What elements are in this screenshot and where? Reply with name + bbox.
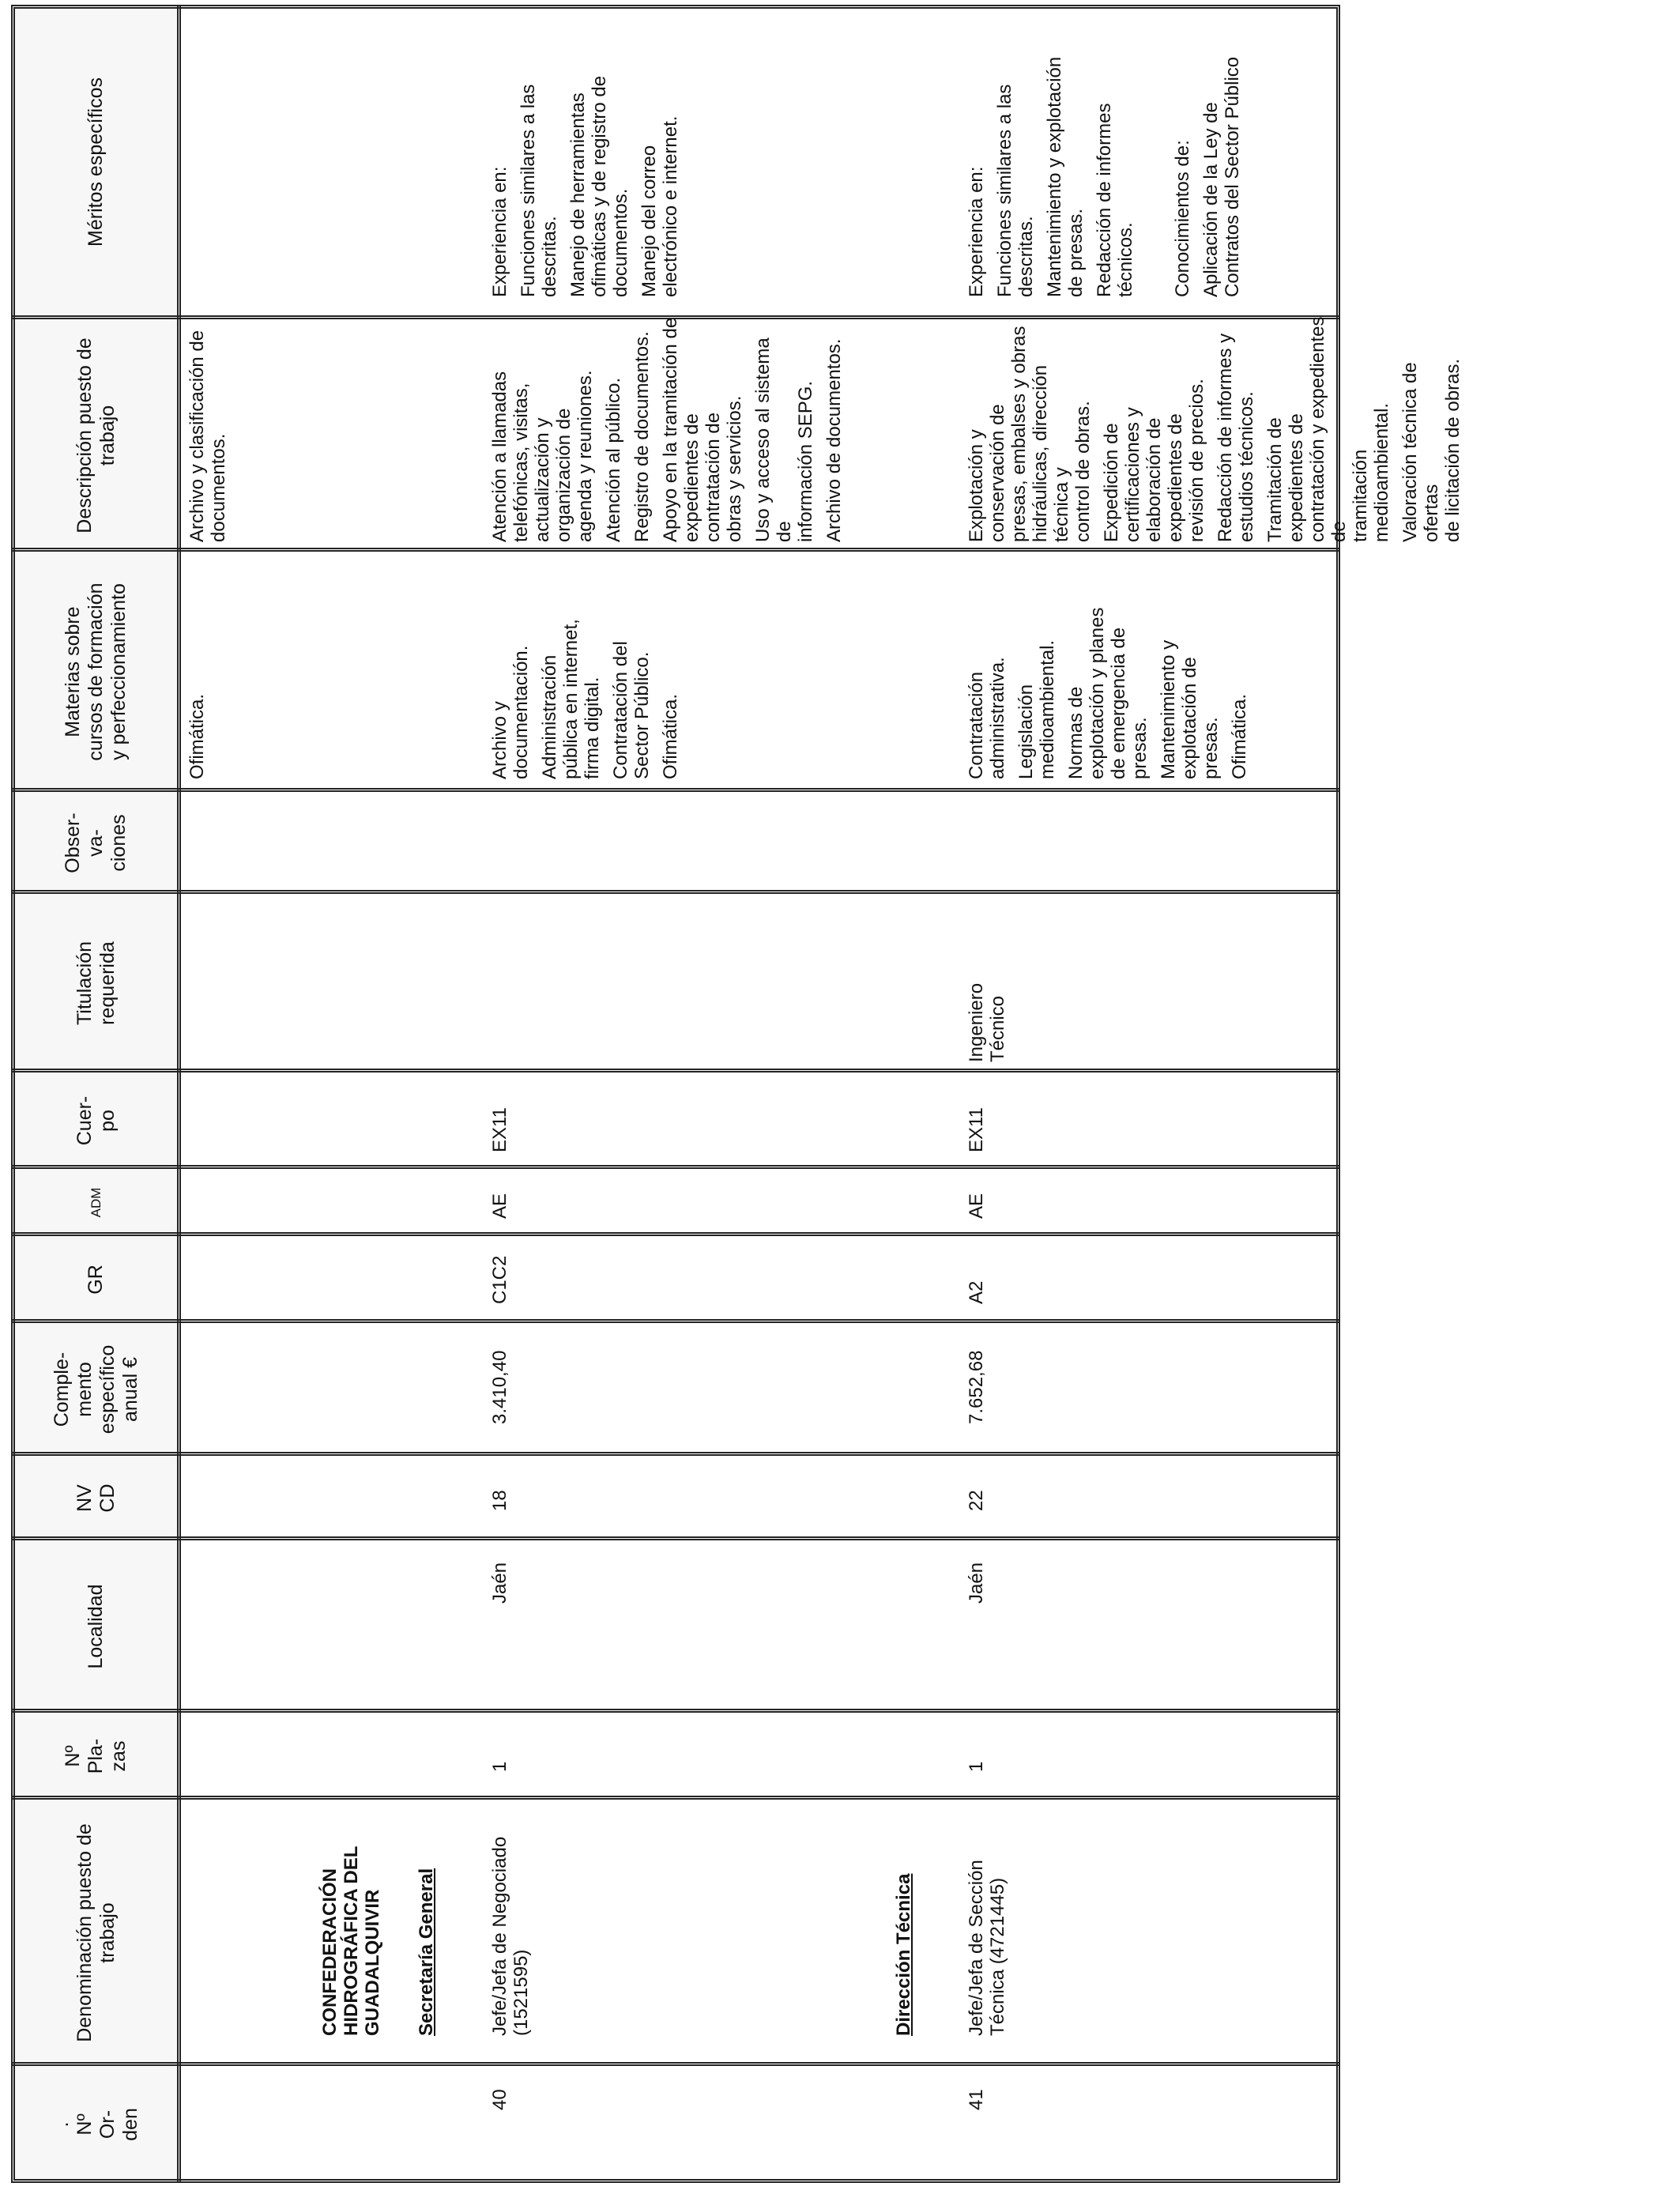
header-cuerpo: Cuer- po	[73, 1095, 119, 1146]
list-line: descritas.	[1015, 216, 1037, 297]
row-40-localidad: Jaén	[489, 1562, 510, 1604]
list-line: Expedición de certificaciones y	[1101, 407, 1143, 542]
header-materias: Materias sobre cursos de formación y perfeccionamiento	[62, 582, 130, 761]
col-divider	[11, 788, 1340, 792]
list-line: documentación.	[510, 645, 532, 779]
list-paragraph	[1264, 313, 1392, 542]
row-41-complemento: 7.652,68	[966, 1350, 987, 1424]
header-localidad: Localidad	[85, 1584, 107, 1669]
row-41-plazas: 1	[966, 1761, 987, 1772]
row-40-adm: AE	[489, 1193, 510, 1219]
list-line: pública en internet,	[560, 619, 582, 779]
list-line: tramitación medioambiental.	[1350, 402, 1392, 542]
row-40-nivel: 18	[489, 1490, 510, 1511]
list-line: Conocimientos de:	[1172, 140, 1193, 297]
list-paragraph	[1215, 313, 1257, 542]
col-divider	[11, 1452, 1340, 1456]
list-line: firma digital.	[582, 677, 603, 779]
list-paragraph	[603, 313, 624, 542]
list-line	[1143, 13, 1165, 297]
header-nivel: NV CD	[73, 1483, 119, 1513]
list-line: descritas.	[539, 216, 560, 297]
list-line: medioambiental.	[1037, 639, 1058, 779]
list-line: Sector Público.	[631, 651, 653, 779]
row-40-denominacion: Jefe/Jefa de Negociado (1521595)	[489, 1836, 532, 2036]
list-line: Contratación del	[610, 641, 631, 779]
list-line: Mantenimiento y explotación	[1044, 56, 1065, 297]
row-41-descripcion	[966, 313, 1471, 542]
list-line: revisión de precios.	[1186, 379, 1207, 542]
list-paragraph	[1399, 313, 1463, 542]
list-paragraph	[638, 13, 681, 297]
row-41-materias	[966, 555, 1257, 779]
list-line: explotación y planes	[1087, 607, 1108, 779]
list-line: estudios técnicos.	[1236, 391, 1257, 542]
list-line: documentos.	[610, 188, 631, 297]
list-line: presas.	[1200, 717, 1222, 779]
header-titulacion: Titulación requerida	[73, 941, 119, 1026]
list-line: administrativa.	[987, 657, 1008, 779]
list-paragraph	[660, 313, 745, 542]
row-41-localidad: Jaén	[966, 1562, 987, 1604]
header-meritos: Méritos específicos	[85, 77, 107, 247]
row-41-adm: AE	[966, 1193, 987, 1219]
list-line: elaboración de expedientes de	[1143, 413, 1186, 542]
list-line: presas, embalses y obras	[1008, 326, 1030, 542]
list-paragraph	[518, 13, 560, 297]
list-paragraph	[994, 13, 1037, 297]
list-line: Uso y acceso al sistema de	[752, 337, 795, 542]
list-paragraph	[1143, 13, 1165, 297]
list-paragraph	[631, 313, 653, 542]
list-paragraph	[966, 313, 1094, 542]
list-paragraph	[1065, 555, 1151, 779]
header-descripcion: Descripción puesto de trabajo	[73, 337, 119, 533]
row-41-cuerpo: EX11	[966, 1107, 987, 1152]
list-paragraph	[1229, 555, 1250, 779]
header-gr: GR	[85, 1265, 107, 1295]
org-title: CONFEDERACIÓN HIDROGRÁFICA DEL GUADALQUIVIR	[319, 1845, 383, 2036]
list-line: Funciones similares a las	[994, 84, 1015, 297]
section-direccion-tecnica: Dirección Técnica	[893, 1873, 914, 2036]
header-observaciones: Obser- va- ciones	[62, 812, 130, 873]
row-40-descripcion	[489, 313, 852, 542]
list-line: Atención al público.	[603, 377, 624, 542]
row-40-materias	[489, 555, 688, 779]
list-paragraph	[1172, 13, 1193, 297]
list-paragraph	[489, 13, 510, 297]
list-paragraph	[966, 555, 1008, 779]
list-paragraph	[1015, 555, 1058, 779]
list-line: electrónico e internet.	[660, 115, 681, 297]
first-block-descripcion: Archivo y clasificación de documentos.	[186, 330, 229, 542]
list-line: Ofimática.	[660, 693, 681, 779]
list-line: Archivo y	[489, 701, 510, 779]
col-divider	[11, 1796, 1340, 1800]
list-line: Normas de	[1065, 686, 1087, 779]
list-line: Ofimática.	[1229, 693, 1250, 779]
list-line: explotación de	[1179, 657, 1200, 779]
col-divider	[11, 1069, 1340, 1072]
list-line: control de obras.	[1072, 401, 1094, 542]
list-paragraph	[489, 313, 596, 542]
header-plazas: Nº Pla- zas	[62, 1738, 130, 1774]
list-line: Legislación	[1015, 684, 1037, 779]
list-line: Manejo de herramientas	[567, 92, 589, 297]
header-orden: . Nº Or- den	[50, 2108, 141, 2141]
list-line: agenda y reuniones.	[574, 370, 596, 542]
col-divider	[11, 2062, 1340, 2066]
list-line: Archivo de documentos.	[823, 338, 845, 542]
list-line: Aplicación de la Ley de	[1200, 102, 1222, 297]
header-denominacion: Denominación puesto de trabajo	[73, 1823, 119, 2042]
list-line: Explotación y conservación de	[966, 404, 1008, 542]
row-40-meritos	[489, 13, 688, 297]
list-line: Contratos del Sector Público	[1222, 56, 1243, 297]
row-41-nivel: 22	[966, 1490, 987, 1511]
row-41-meritos	[966, 13, 1250, 297]
col-divider	[11, 890, 1340, 894]
list-line: Apoyo en la tramitación de	[660, 317, 681, 542]
first-block-materias: Ofimática.	[186, 693, 208, 779]
row-40-orden: 40	[489, 2089, 510, 2110]
list-paragraph	[1044, 13, 1087, 297]
list-line: presas.	[1129, 717, 1151, 779]
list-line: Manejo del correo	[638, 145, 660, 297]
col-divider	[11, 1536, 1340, 1540]
col-divider	[11, 1232, 1340, 1236]
header-adm: ADM	[89, 1187, 104, 1218]
col-divider	[11, 1709, 1340, 1713]
row-40-cuerpo: EX11	[489, 1107, 510, 1152]
list-paragraph	[1094, 13, 1136, 297]
list-line: Registro de documentos.	[631, 331, 653, 542]
list-line: información SEPG.	[795, 380, 816, 542]
row-41-denominacion: Jefe/Jefa de Sección Técnica (4721445)	[966, 1860, 1008, 2036]
list-line: Atención a llamadas	[489, 371, 510, 542]
list-line: contratación y expedientes de	[1307, 316, 1350, 542]
list-paragraph	[539, 555, 603, 779]
list-paragraph	[752, 313, 816, 542]
row-41-titulacion: Ingeniero Técnico	[966, 982, 1008, 1062]
section-secretaria-general: Secretaría General	[416, 1868, 437, 2036]
job-table	[11, 5, 1463, 2183]
col-divider	[11, 548, 1340, 552]
list-line: técnicos.	[1115, 222, 1136, 297]
header-divider	[177, 5, 181, 2183]
list-line: actualización y organización de	[532, 408, 574, 542]
list-line: Redacción de informes	[1094, 103, 1115, 297]
row-40-complemento: 3.410,40	[489, 1350, 510, 1424]
row-41-orden: 41	[966, 2089, 987, 2110]
list-line: Mantenimiento y	[1158, 639, 1179, 779]
list-paragraph	[610, 555, 653, 779]
list-paragraph	[567, 13, 631, 297]
list-paragraph	[660, 555, 681, 779]
list-line: expedientes de contratación de	[681, 412, 724, 542]
list-paragraph	[1158, 555, 1222, 779]
list-line: de licitación de obras.	[1442, 358, 1463, 542]
list-line: Experiencia en:	[489, 166, 510, 297]
list-line: obras y servicios.	[724, 395, 745, 542]
list-line: de emergencia de	[1108, 627, 1129, 779]
list-line: Tramitación de expedientes de	[1264, 413, 1307, 542]
row-40-gr: C1C2	[489, 1255, 510, 1304]
row-40-plazas: 1	[489, 1761, 510, 1772]
list-line: de presas.	[1065, 208, 1087, 297]
list-line: hidráulicas, dirección técnica y	[1030, 364, 1072, 542]
list-line: Experiencia en:	[966, 166, 987, 297]
list-paragraph	[489, 555, 532, 779]
list-line: Contratación	[966, 671, 987, 779]
col-divider	[11, 1319, 1340, 1323]
row-41-gr: A2	[966, 1280, 987, 1304]
list-line: ofimáticas y de registro de	[589, 75, 610, 297]
list-paragraph	[1200, 13, 1243, 297]
list-line: Valoración técnica de ofertas	[1399, 362, 1442, 542]
header-complemento: Comple- mento específico anual €	[50, 1344, 141, 1434]
list-line: Redacción de informes y	[1215, 333, 1236, 542]
list-paragraph	[966, 13, 987, 297]
list-line: Administración	[539, 654, 560, 779]
list-paragraph	[823, 313, 845, 542]
col-divider	[11, 1165, 1340, 1169]
list-paragraph	[1101, 313, 1207, 542]
list-line: Funciones similares a las	[518, 84, 539, 297]
list-line: telefónicas, visitas,	[510, 383, 532, 542]
